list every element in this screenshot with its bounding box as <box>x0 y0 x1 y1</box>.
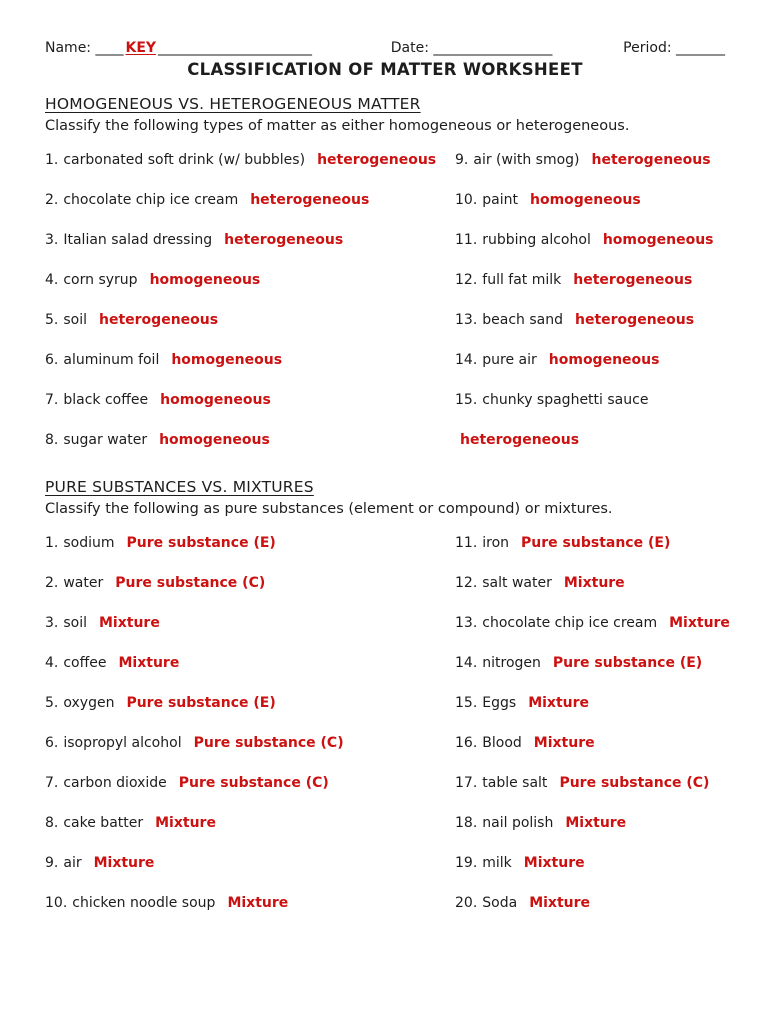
item-answer: Pure substance (C) <box>193 735 344 751</box>
worksheet-item <box>455 814 730 833</box>
item-answer: Pure substance (E) <box>126 695 276 711</box>
item-number: 8. <box>45 432 59 448</box>
worksheet-item <box>45 854 455 873</box>
worksheet-item <box>455 894 730 913</box>
section2-right-column <box>455 534 730 934</box>
item-number: 4. <box>45 655 59 671</box>
item-question: full fat milk <box>482 272 562 288</box>
item-answer: Pure substance (E) <box>126 535 276 551</box>
worksheet-item <box>45 231 455 250</box>
item-number: 5. <box>45 312 59 328</box>
item-question: corn syrup <box>63 272 138 288</box>
item-number: 3. <box>45 615 59 631</box>
item-answer: Mixture <box>118 655 180 671</box>
item-answer: heterogeneous <box>591 152 711 168</box>
date-field <box>391 40 593 56</box>
item-answer: homogeneous <box>602 232 714 248</box>
worksheet-item <box>45 894 455 913</box>
name-label: Name: <box>45 40 92 56</box>
item-number: 9. <box>455 152 469 168</box>
item-answer: Mixture <box>565 815 627 831</box>
worksheet-item <box>455 654 730 673</box>
worksheet-item <box>455 351 725 370</box>
item-number: 16. <box>455 735 478 751</box>
item-question: table salt <box>482 775 548 791</box>
item-answer: heterogeneous <box>99 312 219 328</box>
item-answer: Mixture <box>227 895 289 911</box>
worksheet-item <box>45 814 455 833</box>
item-number: 1. <box>45 535 59 551</box>
item-question: soil <box>63 312 87 328</box>
item-number: 11. <box>455 232 478 248</box>
header-row <box>45 40 725 56</box>
item-answer: Pure substance (C) <box>115 575 266 591</box>
section1-right-column <box>455 151 725 471</box>
item-answer: heterogeneous <box>317 152 437 168</box>
worksheet-item <box>455 311 725 330</box>
item-number: 13. <box>455 615 478 631</box>
item-answer: Mixture <box>533 735 595 751</box>
worksheet-item <box>45 351 455 370</box>
item-number: 7. <box>45 392 59 408</box>
section1-columns <box>45 151 725 471</box>
item-question: pure air <box>482 352 537 368</box>
item-question: isopropyl alcohol <box>63 735 182 751</box>
item-number: 14. <box>455 352 478 368</box>
worksheet-item <box>455 574 730 593</box>
item-question: oxygen <box>63 695 115 711</box>
section-pure-substances-vs-mixtures <box>45 478 730 934</box>
item-number: 11. <box>455 535 478 551</box>
item-answer: Mixture <box>155 815 216 831</box>
item-question: chocolate chip ice cream <box>482 615 658 631</box>
item-answer: homogeneous <box>529 192 641 208</box>
item-answer: Pure substance (E) <box>521 535 671 551</box>
name-blank-post: ______________________ <box>158 40 313 56</box>
item-answer: homogeneous <box>548 352 660 368</box>
item-answer: heterogeneous <box>250 192 370 208</box>
worksheet-item <box>455 614 730 633</box>
item-question: air <box>63 855 82 871</box>
item-question: beach sand <box>482 312 563 328</box>
item-number: 17. <box>455 775 478 791</box>
item-number: 4. <box>45 272 59 288</box>
worksheet-item <box>45 311 455 330</box>
item-question: chocolate chip ice cream <box>63 192 239 208</box>
item-number: 12. <box>455 575 478 591</box>
item-question: rubbing alcohol <box>482 232 591 248</box>
item-answer: Mixture <box>528 695 590 711</box>
item-answer: Mixture <box>523 855 585 871</box>
item-answer: Pure substance (C) <box>178 775 329 791</box>
worksheet-item <box>455 854 730 873</box>
item-number: 14. <box>455 655 478 671</box>
date-label: Date: <box>390 40 429 56</box>
section1-instruction: Classify the following types of matter as either homogeneous or heterogeneous. <box>45 118 630 134</box>
worksheet-item <box>45 574 455 593</box>
item-question: aluminum foil <box>63 352 160 368</box>
item-question: Italian salad dressing <box>63 232 213 248</box>
item-answer: heterogeneous <box>575 312 695 328</box>
worksheet-item <box>45 654 455 673</box>
item-question: coffee <box>63 655 107 671</box>
item-answer: heterogeneous <box>224 232 344 248</box>
item-question: air (with smog) <box>473 152 580 168</box>
item-answer: Mixture <box>93 855 155 871</box>
item-question: Blood <box>482 735 522 751</box>
item-number: 20. <box>455 895 478 911</box>
item-number: 12. <box>455 272 478 288</box>
item-question: milk <box>482 855 512 871</box>
item-number: 3. <box>45 232 59 248</box>
worksheet-item <box>45 391 455 410</box>
item-number: 2. <box>45 192 59 208</box>
section1-heading: HOMOGENEOUS VS. HETEROGENEOUS MATTER <box>45 95 421 113</box>
item-number: 10. <box>45 895 68 911</box>
worksheet-item <box>455 431 725 450</box>
worksheet-item <box>455 734 730 753</box>
item-question: nitrogen <box>482 655 541 671</box>
worksheet-item <box>45 694 455 713</box>
worksheet-item <box>45 271 455 290</box>
period-blank: _______ <box>676 40 725 56</box>
item-question: sodium <box>63 535 115 551</box>
item-answer: Pure substance (E) <box>552 655 703 671</box>
item-question: chunky spaghetti sauce <box>482 392 649 408</box>
section1-left-column <box>45 151 455 471</box>
item-answer: heterogeneous <box>460 432 580 448</box>
item-answer: homogeneous <box>159 432 270 448</box>
item-question: Eggs <box>482 695 517 711</box>
item-number: 18. <box>455 815 478 831</box>
worksheet-item <box>455 231 725 250</box>
item-question: Soda <box>482 895 518 911</box>
item-question: black coffee <box>63 392 149 408</box>
item-answer: homogeneous <box>160 392 271 408</box>
item-question: chicken noodle soup <box>72 895 216 911</box>
item-number: 6. <box>45 735 59 751</box>
item-answer: Pure substance (C) <box>559 775 710 791</box>
item-answer: homogeneous <box>149 272 261 288</box>
item-question: nail polish <box>482 815 554 831</box>
name-field <box>45 40 359 56</box>
worksheet-item <box>45 191 455 210</box>
worksheet-item <box>45 734 455 753</box>
item-question: carbonated soft drink (w/ bubbles) <box>63 152 306 168</box>
item-answer: Mixture <box>529 895 591 911</box>
item-number: 8. <box>45 815 59 831</box>
item-number: 5. <box>45 695 59 711</box>
worksheet-item <box>455 391 725 410</box>
section-homogeneous-vs-heterogeneous <box>45 95 725 471</box>
worksheet-item <box>455 774 730 793</box>
worksheet-item <box>45 774 455 793</box>
section2-left-column <box>45 534 455 934</box>
item-question: carbon dioxide <box>63 775 167 791</box>
worksheet-item <box>455 534 730 553</box>
item-number: 19. <box>455 855 478 871</box>
name-value-key: KEY <box>125 40 157 56</box>
item-answer: Mixture <box>669 615 730 631</box>
section2-instruction: Classify the following as pure substances (element or compound) or mixtures. <box>45 501 613 517</box>
item-number: 13. <box>455 312 478 328</box>
page-title: CLASSIFICATION OF MATTER WORKSHEET <box>187 60 583 79</box>
section2-heading: PURE SUBSTANCES VS. MIXTURES <box>45 478 314 496</box>
item-question: soil <box>63 615 87 631</box>
item-answer: Mixture <box>563 575 625 591</box>
worksheet-item <box>45 614 455 633</box>
worksheet-item <box>455 694 730 713</box>
item-answer: heterogeneous <box>573 272 693 288</box>
worksheet-item <box>45 151 455 170</box>
item-question: salt water <box>482 575 552 591</box>
worksheet-item <box>455 151 725 170</box>
item-number: 1. <box>45 152 59 168</box>
period-field <box>623 40 725 56</box>
worksheet-item <box>45 534 455 553</box>
item-answer: Mixture <box>99 615 160 631</box>
item-number: 15. <box>455 695 478 711</box>
worksheet-item <box>45 431 455 450</box>
name-blank-pre: ____ <box>95 40 124 56</box>
worksheet-item <box>455 271 725 290</box>
item-question: cake batter <box>63 815 144 831</box>
item-number: 2. <box>45 575 59 591</box>
item-question: iron <box>482 535 510 551</box>
date-blank: _________________ <box>433 40 553 56</box>
item-answer: homogeneous <box>171 352 283 368</box>
period-label: Period: <box>623 40 672 56</box>
item-number: 10. <box>455 192 478 208</box>
item-question: water <box>63 575 104 591</box>
item-number: 15. <box>455 392 478 408</box>
item-question: paint <box>482 192 518 208</box>
item-number: 9. <box>45 855 59 871</box>
item-question: sugar water <box>63 432 148 448</box>
section2-columns <box>45 534 730 934</box>
worksheet-item <box>455 191 725 210</box>
item-number: 7. <box>45 775 59 791</box>
item-number: 6. <box>45 352 59 368</box>
